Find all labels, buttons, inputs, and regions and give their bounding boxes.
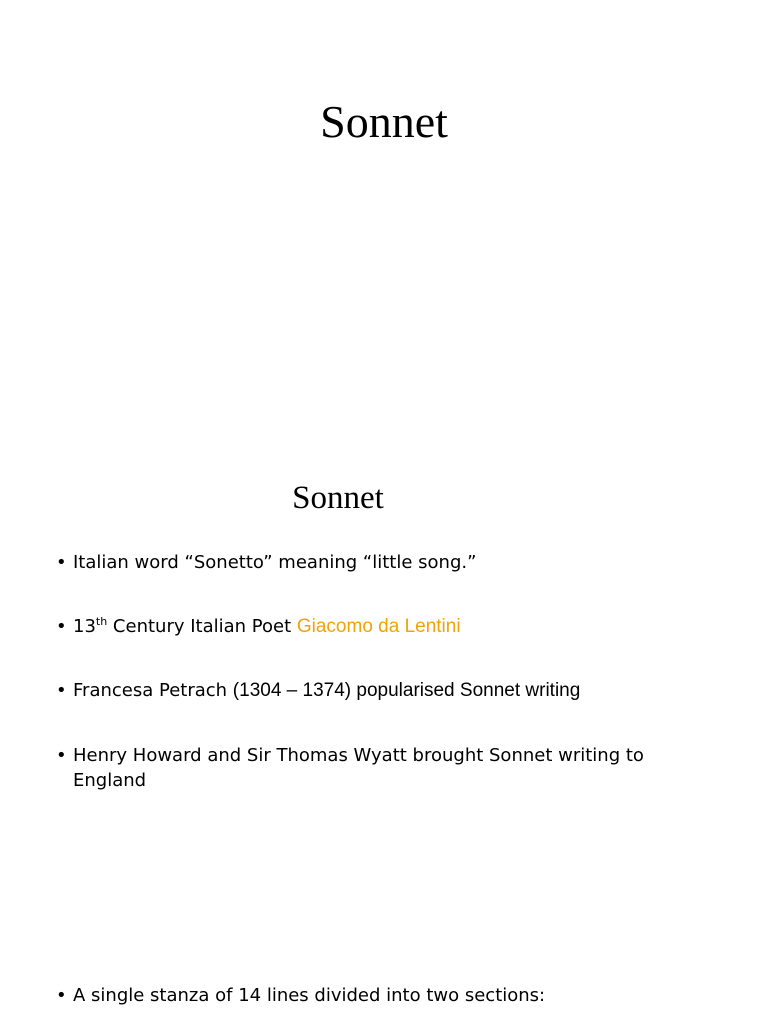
slide-2-title: Sonnet: [292, 480, 384, 516]
bullet-icon: •: [56, 680, 67, 701]
bullet-icon: •: [56, 552, 67, 573]
bullet-text-prefix: Francesa Petrach: [73, 680, 233, 701]
poet-name-highlight: Giacomo da Lentini: [296, 616, 461, 637]
bullet-text-line-1: Henry Howard and Sir Thomas Wyatt brought Sonnet writing to: [73, 745, 644, 766]
bullet-text-rest: (1304 – 1374) popularised Sonnet writing: [232, 680, 581, 701]
bullet-text: Italian word “Sonetto” meaning “little song.”: [73, 552, 477, 573]
bullet-item-2: [56, 614, 713, 639]
bullet-text: Century Italian Poet: [107, 616, 297, 637]
bullet-text: A single stanza of 14 lines divided into two sections:: [73, 985, 546, 1006]
bullet-icon: •: [56, 985, 67, 1006]
century-number: 13: [73, 616, 96, 637]
bullet-item-3: [56, 678, 713, 703]
ordinal-suffix: th: [95, 615, 108, 628]
bullet-item-1: [56, 550, 713, 575]
bullet-item-4: [56, 743, 713, 793]
bullet-icon: •: [56, 745, 67, 766]
slide-1-title: Sonnet: [320, 96, 448, 147]
bullet-text-line-2: England: [73, 770, 147, 791]
bullet-icon: •: [56, 616, 67, 637]
bullet-item-5: [56, 983, 713, 1008]
